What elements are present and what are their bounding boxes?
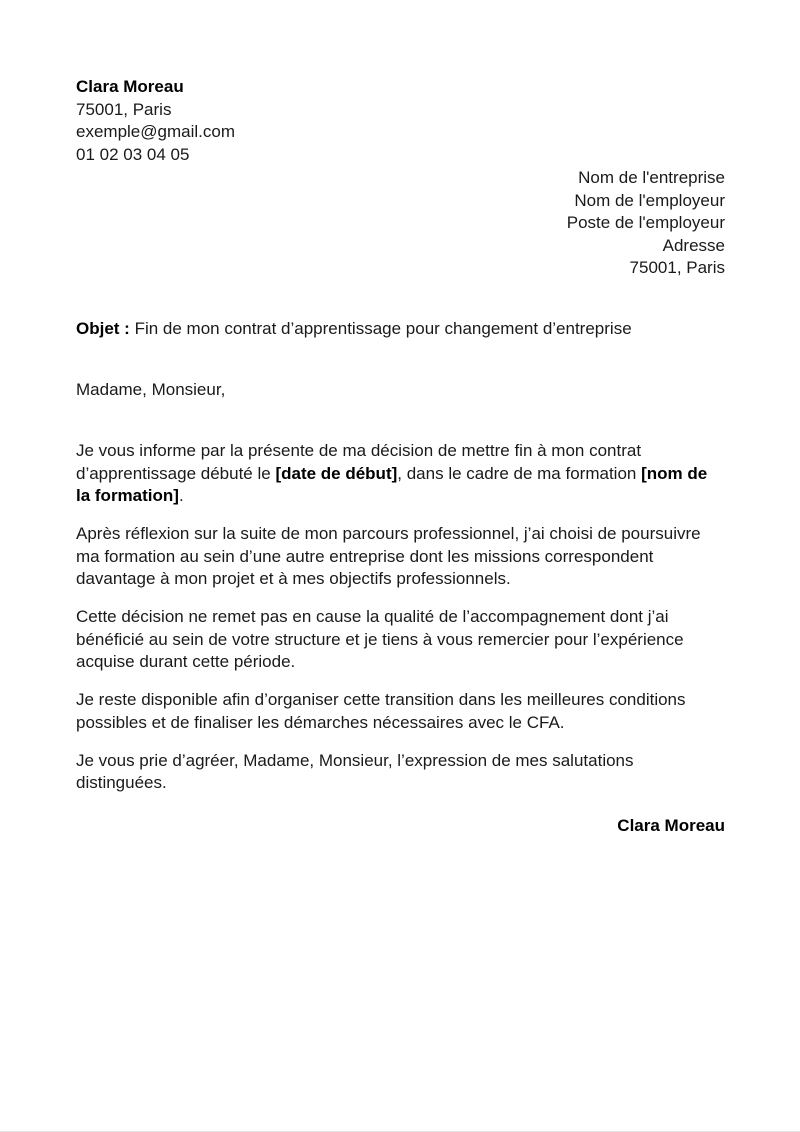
sender-name: Clara Moreau [76,77,184,96]
sender-block [76,76,235,166]
recipient-block [567,167,725,280]
salutation: Madame, Monsieur, [76,380,226,399]
recipient-city: 75001, Paris [629,258,725,277]
signature: Clara Moreau [617,816,725,835]
letter-body [76,440,726,810]
paragraph-3: Cette décision ne remet pas en cause la qualité de l’accompagnement dont j’ai bénéficié au sein de votre structure et je tiens à vous remercier pour l’expérience acquise durant cette période. [76,607,684,671]
training-name-placeholder: [nom de la formation] [76,463,708,505]
subject-line [76,318,632,340]
paragraph-1-text-c: . [178,486,184,505]
subject-text: Fin de mon contrat d’apprentissage pour changement d’entreprise [129,319,632,338]
paragraph-2: Après réflexion sur la suite de mon parcours professionnel, j’ai choisi de poursuivre ma formation au sein d’une autre entreprise dont les missions correspondent davantage à mon projet et à mes objectifs professionnels. [76,524,701,588]
recipient-address: Adresse [662,235,725,255]
subject-label: Objet : [76,319,130,338]
sender-email: exemple@gmail.com [76,122,235,141]
paragraph-1-text-a: Je vous informe par la présente de ma décision de mettre fin à mon contrat d’apprentissage débuté le [76,441,642,483]
paragraph-4: Je reste disponible afin d’organiser cette transition dans les meilleures conditions possibles et de finaliser les démarches nécessaires avec le CFA. [76,690,686,732]
recipient-position: Poste de l'employeur [566,213,725,232]
recipient-employer: Nom de l'employeur [574,190,725,210]
sender-city: 75001, Paris [76,99,172,119]
paragraph-1-text-b: , dans le cadre de ma formation [397,463,642,483]
recipient-company: Nom de l'entreprise [578,168,725,187]
start-date-placeholder: [date de début] [275,463,398,483]
sender-phone: 01 02 03 04 05 [76,144,190,164]
paragraph-5: Je vous prie d’agréer, Madame, Monsieur, l’expression de mes salutations distinguées. [76,750,634,792]
paragraph-1 [76,440,726,508]
